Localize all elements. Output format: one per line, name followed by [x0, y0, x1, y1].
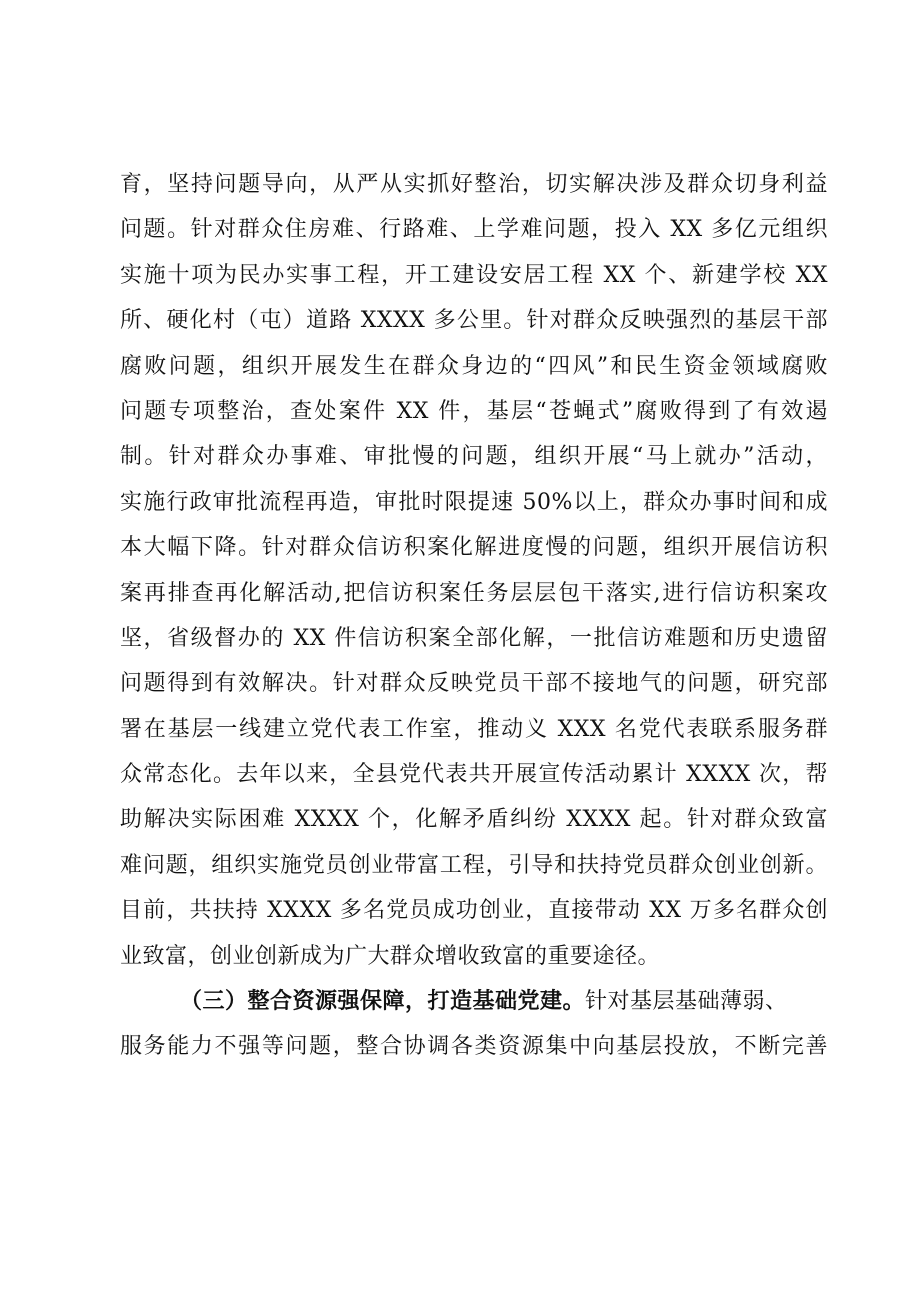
body-text — [120, 162, 828, 1070]
text-line: 难问题，组织实施党员创业带富工程，引导和扶持党员群众创业创新。 — [120, 852, 828, 878]
text-line: 服务能力不强等问题，整合协调各类资源集中向基层投放，不断完善 — [120, 1034, 828, 1060]
text-line: 问题得到有效解决。针对群众反映党员干部不接地气的问题，研究部 — [120, 671, 828, 697]
text-line: 问题专项整治，查处案件 XX 件，基层“苍蝇式”腐败得到了有效遏 — [120, 398, 828, 424]
text-line: 业致富，创业创新成为广大群众增收致富的重要途径。 — [120, 943, 661, 969]
text-line: 众常态化。去年以来，全县党代表共开展宣传活动累计 XXXX 次，帮 — [120, 762, 828, 788]
text-line: 本大幅下降。针对群众信访积案化解进度慢的问题，组织开展信访积 — [120, 535, 828, 561]
section-heading-continuation: 针对基层基础薄弱、 — [585, 989, 788, 1015]
section-heading: （三）整合资源强保障，打造基础党建。 — [180, 988, 586, 1015]
text-line: 目前，共扶持 XXXX 多名党员成功创业，直接带动 XX 万多名群众创 — [120, 898, 828, 924]
text-line: 坚，省级督办的 XX 件信访积案全部化解，一批信访难题和历史遗留 — [120, 625, 828, 651]
text-line: 案再排查再化解活动,把信访积案任务层层包干落实,进行信访积案攻 — [120, 580, 828, 606]
text-line: 制。针对群众办事难、审批慢的问题，组织开展“马上就办”活动， — [120, 444, 828, 470]
text-line: 问题。针对群众住房难、行路难、上学难问题，投入 XX 多亿元组织 — [120, 217, 828, 243]
section-heading-line — [120, 979, 828, 1024]
text-line: 实施行政审批流程再造，审批时限提速 50%以上，群众办事时间和成 — [120, 489, 828, 515]
text-line: 署在基层一线建立党代表工作室，推动义 XXX 名党代表联系服务群 — [120, 716, 828, 742]
text-line: 育，坚持问题导向，从严从实抓好整治，切实解决涉及群众切身利益 — [120, 172, 828, 197]
text-line: 所、硬化村（屯）道路 XXXX 多公里。针对群众反映强烈的基层干部 — [120, 308, 828, 334]
text-line: 实施十项为民办实事工程，开工建设安居工程 XX 个、新建学校 XX — [120, 262, 828, 288]
text-line: 助解决实际困难 XXXX 个，化解矛盾纠纷 XXXX 起。针对群众致富 — [120, 807, 828, 833]
text-line: 腐败问题，组织开展发生在群众身边的“四风”和民生资金领域腐败 — [120, 353, 828, 379]
